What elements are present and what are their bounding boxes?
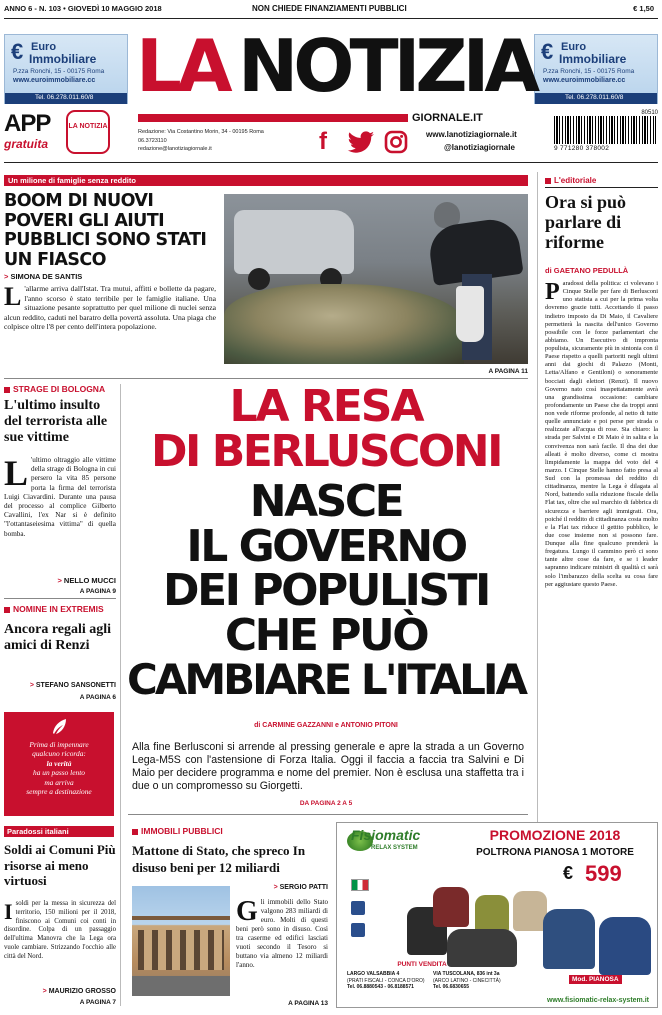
strage-headline[interactable]: L'ultimo insulto del terrorista alle sue vittime bbox=[4, 398, 108, 445]
immobili-tag-text: IMMOBILI PUBBLICI bbox=[141, 826, 223, 836]
immobili-page-ref: A PAGINA 13 bbox=[288, 1000, 328, 1007]
immobili-byline-text: SERGIO PATTI bbox=[279, 884, 328, 891]
ad-euroimmobiliare-left[interactable] bbox=[4, 34, 128, 104]
ad-website: www.euroimmobiliare.cc bbox=[543, 77, 626, 84]
ad-address: P.zza Ronchi, 15 - 00175 Roma bbox=[543, 68, 635, 75]
strage-tag-text: STRAGE DI BOLOGNA bbox=[13, 384, 106, 394]
promo-line3: la verità bbox=[46, 758, 72, 768]
points-title: PUNTI VENDITA bbox=[397, 961, 447, 968]
ad-brand-line1: Euro bbox=[31, 41, 57, 53]
paradossi-tag bbox=[4, 826, 114, 837]
lead-photo bbox=[224, 194, 528, 364]
nomine-tag-text: NOMINE IN EXTREMIS bbox=[13, 604, 104, 614]
strage-body bbox=[4, 453, 116, 539]
ad-website: www.euroimmobiliare.cc bbox=[13, 77, 96, 84]
immobili-dropcap: G bbox=[236, 896, 258, 927]
paradossi-byline-text: MAURIZIO GROSSO bbox=[48, 988, 116, 995]
store2-area: (ARCO LATINO - CINECITTÀ) bbox=[433, 977, 501, 984]
store1-address: LARGO VALSABBIA 4 bbox=[347, 971, 400, 977]
ad-price: 599 bbox=[585, 861, 622, 886]
chair-blue-icon bbox=[543, 909, 595, 969]
price: € 1,50 bbox=[633, 4, 654, 13]
ad-brand-line2: Immobiliare bbox=[559, 52, 627, 66]
logo-sub: GIORNALE.IT bbox=[412, 112, 483, 124]
nomine-tag bbox=[4, 604, 104, 614]
app-label: APP bbox=[4, 110, 51, 137]
ad-phone: Tel. 06.278.011.60/8 bbox=[565, 94, 624, 101]
editorial-tag bbox=[545, 176, 596, 185]
lead-page-ref: A PAGINA 11 bbox=[488, 368, 528, 375]
euro-logo-icon: € bbox=[11, 39, 24, 64]
store2-tel: Tel. 06.6830655 bbox=[433, 984, 470, 990]
store1-tel: Tel. 06.8880543 - 06.8188571 bbox=[347, 984, 414, 990]
main-headline-block[interactable] bbox=[124, 381, 528, 704]
paradossi-body-text: soldi per la messa in sicurezza del territorio, 150 milioni per il 2018, finiscono ai Comuni coi conti in disordine. Colpa di un passaggio dell'ultima Manovra che la Lega ora vuole cambiare. Strizzando l'occhio alle città del Nord. bbox=[4, 900, 116, 960]
main-byline: di CARMINE GAZZANNI e ANTONIO PITONI bbox=[254, 722, 398, 729]
facebook-icon[interactable]: f bbox=[319, 128, 327, 155]
strage-byline: > NELLO MUCCI bbox=[57, 576, 116, 585]
barcode-code: 80510 bbox=[641, 110, 658, 116]
immobili-byline: > SERGIO PATTI bbox=[273, 884, 328, 891]
nomine-byline: > STEFANO SANSONETTI bbox=[29, 682, 116, 689]
chair-olive-icon bbox=[475, 895, 509, 933]
strage-tag bbox=[4, 384, 105, 394]
main-headline-black-3: DEI POPULISTI bbox=[163, 565, 489, 616]
lead-dropcap: L bbox=[4, 282, 22, 311]
paradossi-body bbox=[4, 900, 116, 962]
garbage-bags bbox=[224, 284, 464, 364]
editorial-tag-text: L'editoriale bbox=[554, 176, 597, 185]
lead-byline-text: SIMONA DE SANTIS bbox=[10, 272, 83, 281]
app-sub: gratuita bbox=[4, 137, 49, 151]
main-page-ref: DA PAGINA 2 A 5 bbox=[299, 800, 353, 807]
car-shape bbox=[234, 210, 354, 274]
badge-icon bbox=[351, 923, 365, 937]
lead-body bbox=[4, 284, 216, 332]
immobili-photo bbox=[132, 886, 230, 996]
immobili-tag bbox=[132, 826, 223, 836]
instagram-icon[interactable] bbox=[384, 130, 408, 154]
main-headline-red-2: DI BERLUSCONI bbox=[151, 426, 501, 477]
fisiomatic-brand-sub: RELAX SYSTEM bbox=[371, 845, 418, 851]
nomine-headline[interactable]: Ancora regali agli amici di Renzi bbox=[4, 622, 112, 653]
redazione-email: redazione@lanotiziagiornale.it bbox=[138, 146, 212, 152]
ad-euroimmobiliare-right[interactable] bbox=[534, 34, 658, 104]
immobili-headline[interactable]: Mattone di Stato, che spreco In disuso beni per 12 miliardi bbox=[132, 843, 306, 875]
editorial-byline: di GAETANO PEDULLÀ bbox=[545, 266, 629, 275]
promo-line1: Prima di impennare bbox=[29, 740, 89, 749]
italian-flag-icon bbox=[351, 879, 369, 891]
paradossi-tag-text: Paradossi italiani bbox=[7, 827, 69, 836]
redazione-info bbox=[138, 128, 264, 154]
immobili-body bbox=[236, 898, 328, 970]
chair-red-icon bbox=[433, 887, 469, 927]
promo-line2: qualcuno ricorda: bbox=[32, 749, 86, 759]
paradossi-headline[interactable]: Soldi ai Comuni Più risorse ai meno virtuosi bbox=[4, 842, 116, 888]
badge-icon bbox=[351, 901, 365, 915]
editorial-headline[interactable]: Ora si può parlare di riforme bbox=[545, 192, 627, 252]
ad-address: P.zza Ronchi, 15 - 00175 Roma bbox=[13, 68, 105, 75]
promo-title: PROMOZIONE 2018 bbox=[489, 827, 621, 843]
app-icon-text: LA NOTIZIA bbox=[68, 123, 108, 130]
strage-byline-text: NELLO MUCCI bbox=[63, 576, 116, 585]
main-headline-black-5: CAMBIARE L'ITALIA bbox=[127, 655, 525, 704]
promo-line4: ha un passo lento bbox=[33, 768, 85, 778]
website-link[interactable]: www.lanotiziagiornale.it bbox=[426, 130, 517, 139]
nomine-byline-text: STEFANO SANSONETTI bbox=[35, 682, 116, 689]
ad-phone: Tel. 06.278.011.60/8 bbox=[35, 94, 94, 101]
app-icon[interactable] bbox=[66, 110, 110, 154]
issue-info: ANNO 6 - N. 103 • GIOVEDÌ 10 MAGGIO 2018 bbox=[4, 4, 162, 13]
social-handle[interactable]: @lanotiziagiornale bbox=[444, 143, 515, 152]
plastic-bag bbox=[456, 286, 484, 342]
quill-icon bbox=[50, 718, 68, 736]
promo-product: POLTRONA PIANOSA 1 MOTORE bbox=[476, 847, 634, 858]
twitter-icon[interactable] bbox=[344, 130, 376, 154]
redazione-phone: 06.3723110 bbox=[138, 137, 167, 144]
lead-tag-text: Un milione di famiglie senza reddito bbox=[8, 176, 136, 185]
nomine-page-ref: A PAGINA 6 bbox=[79, 694, 116, 701]
store1-info bbox=[347, 971, 431, 991]
promo-text bbox=[8, 740, 110, 796]
promo-line5: ma arriva bbox=[44, 777, 74, 787]
main-headline-red-1: LA RESA bbox=[229, 381, 423, 432]
chair-blue-icon bbox=[599, 917, 651, 975]
barcode bbox=[552, 110, 658, 154]
redazione-address: Redazione: Via Costantino Morin, 34 - 00195 Roma bbox=[138, 129, 264, 135]
editorial-body bbox=[545, 280, 658, 589]
ad-model: Mod. PIANOSA bbox=[569, 975, 622, 984]
top-strip bbox=[4, 4, 658, 16]
main-headline-black-1: NASCE bbox=[249, 476, 403, 527]
logo-la: LA bbox=[136, 24, 228, 108]
slogan: NON CHIEDE FINANZIAMENTI PUBBLICI bbox=[252, 4, 407, 13]
ad-website[interactable]: www.fisiomatic-relax-system.it bbox=[546, 997, 649, 1004]
barcode-number: 9 771280 378002 bbox=[554, 145, 610, 152]
main-summary: Alla fine Berlusconi si arrende al pressing generale e apre la strada a un Governo Lega-M5S con l'astensione di Forza Italia. Oggi il faccia a faccia tra Salvini e Di Maio per decidere programma e nome del premier. Non è esclusa una staffetta tra i due o un compromesso su Giorgetti. bbox=[132, 741, 524, 792]
paradossi-page-ref: A PAGINA 7 bbox=[79, 999, 116, 1006]
main-headline-black-2: IL GOVERNO bbox=[186, 520, 466, 572]
chair-beige-icon bbox=[513, 891, 547, 931]
store2-info bbox=[433, 971, 523, 991]
paradossi-byline: > MAURIZIO GROSSO bbox=[42, 988, 116, 995]
paradossi-dropcap: I bbox=[4, 899, 13, 924]
lead-body-text: 'allarme arriva dall'Istat. Tra mutui, affitti e bollette da pagare, l'anno scorso è stato terribile per le famiglie italiane. Una situazione pesante soprattutto per quel milione di nuclei senza alcun reddito, caduti nel baratro della povertà assoluta. Una piaga che colpisce oltre l'8 per cento dell'intera popolazione. bbox=[4, 284, 216, 332]
ad-fisiomatic[interactable] bbox=[336, 822, 658, 1008]
immobili-body-text: li immobili dello Stato valgono 283 miliardi di euro. Molti di questi beni però sono in disuso. Così tra caserme ed edifici lasciati vuoti secondo il Tesoro si buttano via almeno 12 miliardi l'anno. bbox=[236, 898, 328, 969]
store1-area: (PRATI FISCALI - CONCA D'ORO) bbox=[347, 977, 425, 984]
promo-box[interactable] bbox=[4, 712, 114, 816]
promo-line6: sempre a destinazione bbox=[26, 787, 92, 797]
strage-dropcap: L bbox=[4, 453, 29, 493]
masthead-logo bbox=[136, 22, 536, 114]
lead-tag bbox=[4, 175, 528, 186]
strage-page-ref: A PAGINA 9 bbox=[79, 588, 116, 595]
editorial-body-text: aradossi della politica: ci volevano i Cinque Stelle per fare di Berlusconi uno statista a cui per la prima volta dovremo grazie tutti. Accettando il passo indietro imposto da Di Maio, il Cavaliere permetterà la nascita dell'unico Governo possibile con le forze parlamentari che abbiamo. Un Esecutivo di impronta populista, sicuramente più in sintonia con il Paese rispetto a quelli partoriti negli ultimi anni dai giochi di Palazzo (Monti, Letta/Alfano e Gentiloni) o sonoramente bocciati dagli elettori (Renzi). Il nuovo Governo nato così inaspettatamente avrà una grandissima occasione: cambiare profondamente un Paese che da troppi anni non vede riforme profonde, al netto di tutte quelle annunciate e poi perse per strada o realizzate all'acqua di rose. Sia chiaro: la strada per Salvini e Di Maio è in salita e la convivenza non sarà facile. Il dna dei due alleati è molto diverso, come ci mostra limpidamente la mappa del voto del 4 marzo. I Cinque Stelle hanno fatto presa al Sud con la promessa del reddito di cittadinanza, mentre la Lega è dilagata al Nord, battendo sulla riduzione fiscale della Flat tax, oltre che sul marchio di fabbrica di sicurezza e barriere agli immigrati. Ora, poiché il reddito di cittadinanza costa molto e la Flat tax riduce il gettito pubblico, le due cose insieme non si possono fare. Dunque alla fine qualcuno prenderà la fregatura. Lungo il cammino però ci sono tante altre cose da fare, e se i leader sapranno indicare ministri di qualità ci sarà solo l'imbarazzo della scelta su cosa fare per aggiustare questo Paese. bbox=[545, 280, 658, 588]
fisiomatic-brand: Fisiomatic bbox=[351, 827, 421, 843]
editorial-dropcap: P bbox=[545, 279, 560, 305]
lead-byline: > SIMONA DE SANTIS bbox=[4, 272, 83, 281]
strage-body-text: 'ultimo oltraggio alle vittime della strage di Bologna in cui persero la vita 85 persone porta la firma del terrorista Luigi Ciavardini. Durante una pausa del processo al complice Gilberto Cavallini, l'ex Nar si è definito "l'ottantaseiesima vittima" di quella bomba. bbox=[4, 456, 116, 538]
euro-logo-icon: € bbox=[541, 39, 554, 64]
store2-address: VIA TUSCOLANA, 836 int 3a bbox=[433, 971, 500, 977]
logo-notizia: NOTIZIA bbox=[238, 24, 536, 108]
ad-brand-line2: Immobiliare bbox=[29, 52, 97, 66]
price-symbol: € bbox=[563, 863, 574, 883]
ad-brand-line1: Euro bbox=[561, 41, 587, 53]
logo-red-bar bbox=[138, 114, 408, 122]
main-headline-black-4: CHE PUÒ bbox=[224, 609, 428, 661]
lead-headline[interactable]: BOOM DI NUOVI POVERI GLI AIUTI PUBBLICI SONO STATI UN FIASCO bbox=[4, 191, 207, 270]
